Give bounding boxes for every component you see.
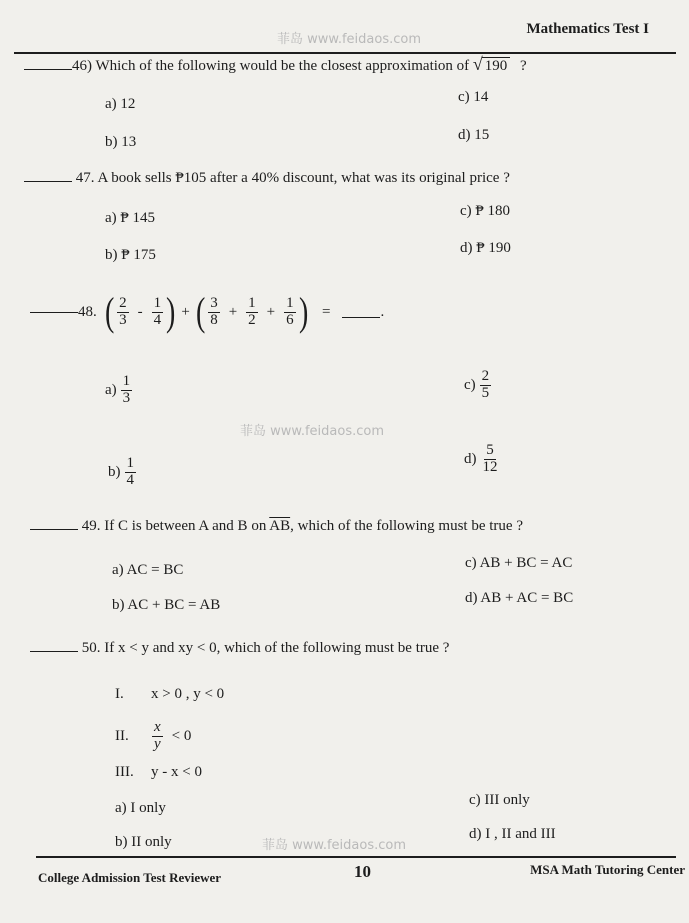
- numerator: 2: [119, 294, 127, 311]
- option-d: d) ₱ 190: [460, 240, 511, 256]
- question-50: [30, 640, 449, 657]
- statement-label: I.: [115, 686, 124, 702]
- numerator: 1: [153, 294, 162, 311]
- sqrt-sign: √: [472, 54, 483, 74]
- option-a: a) ₱ 145: [105, 210, 155, 226]
- operator: +: [228, 303, 238, 320]
- question-text: , which of the following must be true ?: [290, 518, 523, 534]
- fraction: [117, 296, 129, 329]
- question-47: [24, 170, 510, 187]
- fraction: [208, 296, 220, 329]
- question-text: Which of the following would be the closest approximation of: [95, 58, 470, 74]
- question-49: [30, 518, 523, 535]
- denominator: y: [154, 735, 161, 752]
- answer-line: [342, 317, 380, 318]
- option-d: d) 15: [458, 127, 490, 143]
- numerator: 3: [210, 294, 218, 311]
- fraction: [480, 369, 492, 402]
- option-b: b) II only: [115, 834, 172, 850]
- numerator: 1: [248, 294, 256, 311]
- paren-open: (: [195, 289, 206, 334]
- option-d: d) AB + AC = BC: [465, 590, 574, 606]
- statement-text: x > 0 , y < 0: [151, 686, 225, 702]
- numerator: 5: [486, 442, 494, 458]
- question-text: If x < y and xy < 0, which of the following must be true ?: [104, 640, 450, 656]
- option-a: a) AC = BC: [112, 562, 184, 578]
- denominator: 2: [248, 311, 256, 328]
- numerator: x: [154, 719, 161, 735]
- question-46: [24, 54, 527, 75]
- numerator: 1: [286, 294, 294, 311]
- option-a: [105, 374, 133, 407]
- fraction: [246, 296, 258, 329]
- question-number: 47.: [75, 170, 95, 186]
- watermark: 菲岛 www.feidaos.com: [262, 838, 406, 853]
- fraction: [121, 374, 133, 407]
- option-c: [464, 369, 492, 402]
- option-b: [108, 456, 137, 489]
- denominator: 6: [286, 311, 294, 328]
- question-mark: ?: [520, 58, 527, 74]
- statement-i: [115, 686, 224, 703]
- segment-label: $\overline{AB}$: [269, 518, 291, 534]
- operator: -: [137, 303, 143, 320]
- option-b: b) AC + BC = AB: [112, 597, 221, 613]
- answer-blank: [24, 181, 72, 182]
- denominator: 4: [126, 471, 134, 488]
- page-number: 10: [354, 862, 371, 881]
- question-text: If C is between A and B on: [104, 518, 267, 534]
- page-title: Mathematics Test I: [526, 21, 649, 37]
- denominator: 12: [482, 458, 498, 475]
- statement-text: < 0: [171, 727, 192, 744]
- statement-label: III.: [115, 764, 134, 780]
- denominator: 8: [210, 311, 218, 328]
- fraction: [284, 296, 296, 329]
- fraction: [152, 720, 163, 753]
- option-label: a): [105, 381, 117, 398]
- footer-rule: [36, 856, 676, 858]
- answer-blank: [30, 529, 78, 530]
- question-number: 48.: [78, 303, 97, 320]
- answer-blank: [30, 651, 78, 652]
- option-c: c) III only: [469, 792, 530, 808]
- footer-right: MSA Math Tutoring Center: [530, 862, 685, 877]
- option-label: c): [464, 376, 476, 393]
- answer-blank: [24, 69, 72, 70]
- statement-ii: [115, 720, 191, 753]
- sqrt-radicand: 190: [482, 57, 511, 75]
- watermark: 菲岛 www.feidaos.com: [240, 424, 384, 439]
- period: .: [380, 303, 385, 320]
- numerator: 1: [126, 455, 134, 471]
- option-label: b): [108, 463, 121, 480]
- watermark: 菲岛 www.feidaos.com: [277, 32, 421, 47]
- answer-blank: [30, 312, 78, 313]
- paren-close: ): [298, 289, 308, 334]
- denominator: 3: [122, 389, 131, 406]
- equals-sign: =: [321, 303, 331, 320]
- fraction: [125, 456, 137, 489]
- operator: +: [266, 303, 276, 320]
- numerator: 2: [481, 368, 490, 384]
- option-a: a) 12: [105, 96, 136, 112]
- option-d: d) I , II and III: [469, 826, 556, 842]
- fraction: [481, 443, 500, 476]
- denominator: 5: [481, 384, 490, 401]
- statement-iii: [115, 764, 202, 781]
- paren-close: ): [166, 289, 176, 334]
- fraction: [152, 296, 164, 329]
- operator: +: [181, 303, 190, 320]
- option-label: d): [464, 450, 477, 467]
- paren-open: (: [104, 289, 115, 334]
- option-b: b) ₱ 175: [105, 247, 156, 263]
- option-b: b) 13: [105, 134, 137, 150]
- option-a: a) I only: [115, 800, 166, 816]
- option-d: [464, 443, 501, 476]
- statement-label: II.: [115, 727, 129, 744]
- statement-text: y - x < 0: [151, 764, 202, 780]
- numerator: 1: [122, 373, 131, 389]
- question-text: A book sells ₱105 after a 40% discount, what was its original price ?: [97, 170, 510, 186]
- denominator: 3: [119, 311, 127, 328]
- question-number: 50.: [81, 640, 101, 656]
- option-c: c) AB + BC = AC: [465, 555, 573, 571]
- option-c: c) 14: [458, 89, 489, 105]
- option-c: c) ₱ 180: [460, 203, 510, 219]
- question-48: [30, 289, 385, 334]
- question-number: 46): [72, 58, 92, 74]
- footer-left: College Admission Test Reviewer: [38, 870, 222, 885]
- denominator: 4: [153, 311, 162, 328]
- question-number: 49.: [81, 518, 101, 534]
